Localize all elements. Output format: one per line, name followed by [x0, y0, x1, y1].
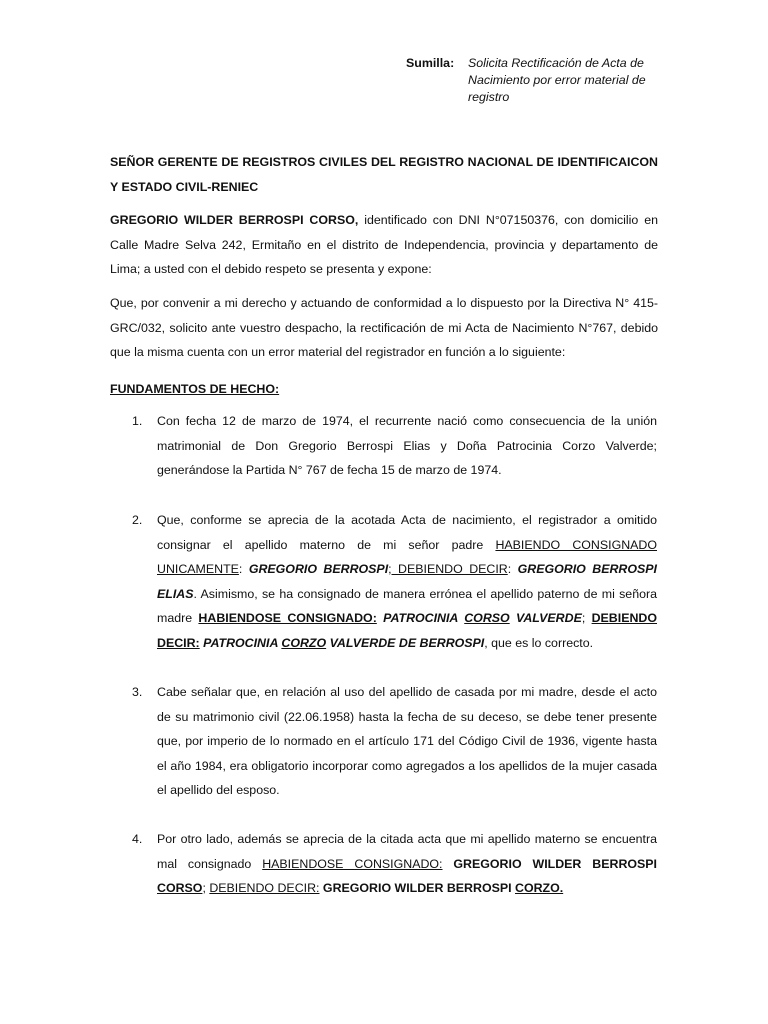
- text-run-bold-italic: VALVERDE DE BERROSPI: [326, 635, 485, 650]
- text-run: :: [238, 562, 249, 576]
- sumilla-text: Solicita Rectificación de Acta de Nacimiento por error material de registro: [468, 56, 646, 104]
- text-run-bold: GREGORIO WILDER BERROSPI: [442, 856, 658, 871]
- text-run-bold-underlined: DEBIENDO DECIR:: [157, 611, 657, 650]
- text-run-bold-italic-underlined: CORZO: [281, 635, 327, 650]
- petitioner-name: GREGORIO WILDER BERROSPI CORSO,: [110, 213, 359, 227]
- text-run-bold-underlined: CORSO: [157, 881, 203, 895]
- text-run: , que es lo correcto.: [484, 635, 594, 650]
- text-run-bold-italic-underlined: CORSO: [464, 611, 510, 625]
- text-run-bold-italic: GREGORIO BERROSPI: [248, 562, 389, 576]
- text-run-underlined: DEBIENDO DECIR:: [209, 881, 320, 895]
- list-item-text: Cabe señalar que, en relación al uso del apellido de casada por mi madre, desde el acto de su matrimonio civil (22.06.1958) hasta la fecha de su deceso, se debe tener presente que, por imperio de lo normado en el artículo 171 del Código Civil de 1936, vigente hasta el año 1984, era obligatorio incorporar como agregados a los apellidos de la mujer casada el apellido del esposo.: [157, 685, 657, 797]
- section-heading: FUNDAMENTOS DE HECHO:: [110, 382, 280, 396]
- text-run-underlined: ; DEBIENDO DECIR: [388, 562, 508, 576]
- text-run: :: [507, 562, 518, 576]
- text-run: Que, conforme se aprecia de la acotada Acta de nacimiento, el registrador a omitido consignar el apellido materno de mi señor padre: [157, 513, 657, 552]
- intro-paragraph: [110, 208, 658, 282]
- text-run: ;: [202, 881, 210, 895]
- list-item-text: [157, 508, 657, 655]
- text-run: . Asimismo, se ha consignado de manera errónea el apellido paterno de mi señora madre: [157, 586, 657, 625]
- text-run-bold-italic: GREGORIO BERROSPI ELIAS: [157, 562, 657, 601]
- list-item-text: Con fecha 12 de marzo de 1974, el recurrente nació como consecuencia de la unión matrimonial de Don Gregorio Berrospi Elias y Doña Patrocinia Corzo Valverde; generándose la Partida N° 767 de fecha 15 de marzo de 1974.: [157, 414, 657, 477]
- text-run-bold-italic: PATROCINIA: [199, 635, 282, 650]
- intro-text: identificado con DNI N°07150376, con domicilio en Calle Madre Selva 242, Ermitaño en el distrito de Independencia, provincia y departamento de Lima; a usted con el debido respeto se presenta y expone:: [110, 213, 658, 276]
- list-item-number: 2.: [132, 513, 143, 527]
- list-item-number: 4.: [132, 832, 143, 846]
- text-run-bold-italic: PATROCINIA: [376, 611, 465, 625]
- text-run: Por otro lado, además se aprecia de la citada acta que mi apellido materno se encuentra mal consignado: [157, 832, 657, 871]
- addressee: SEÑOR GERENTE DE REGISTROS CIVILES DEL REGISTRO NACIONAL DE IDENTIFICAICON Y ESTADO CIVIL-RENIEC: [110, 155, 658, 194]
- petition-paragraph: Que, por convenir a mi derecho y actuando de conformidad a lo dispuesto por la Directiva N° 415-GRC/032, solicito ante vuestro despacho, la rectificación de mi Acta de Nacimiento N°767, debido que la misma cuenta con un error material del registrador en función a lo siguiente:: [110, 296, 658, 359]
- text-run-underlined: HABIENDO CONSIGNADO UNICAMENTE: [157, 537, 658, 576]
- text-run-underlined: HABIENDOSE CONSIGNADO:: [262, 856, 443, 871]
- sumilla-label: Sumilla:: [406, 56, 455, 70]
- text-run-bold-italic: VALVERDE: [509, 611, 582, 625]
- text-run-bold-underlined: CORZO.: [515, 881, 564, 895]
- text-run: ;: [581, 611, 592, 625]
- list-item-text: [157, 827, 657, 901]
- list-item-number: 1.: [132, 414, 143, 428]
- text-run-bold-underlined: HABIENDOSE CONSIGNADO:: [198, 611, 377, 625]
- text-run-bold: GREGORIO WILDER BERROSPI: [319, 881, 515, 895]
- list-item-number: 3.: [132, 685, 143, 699]
